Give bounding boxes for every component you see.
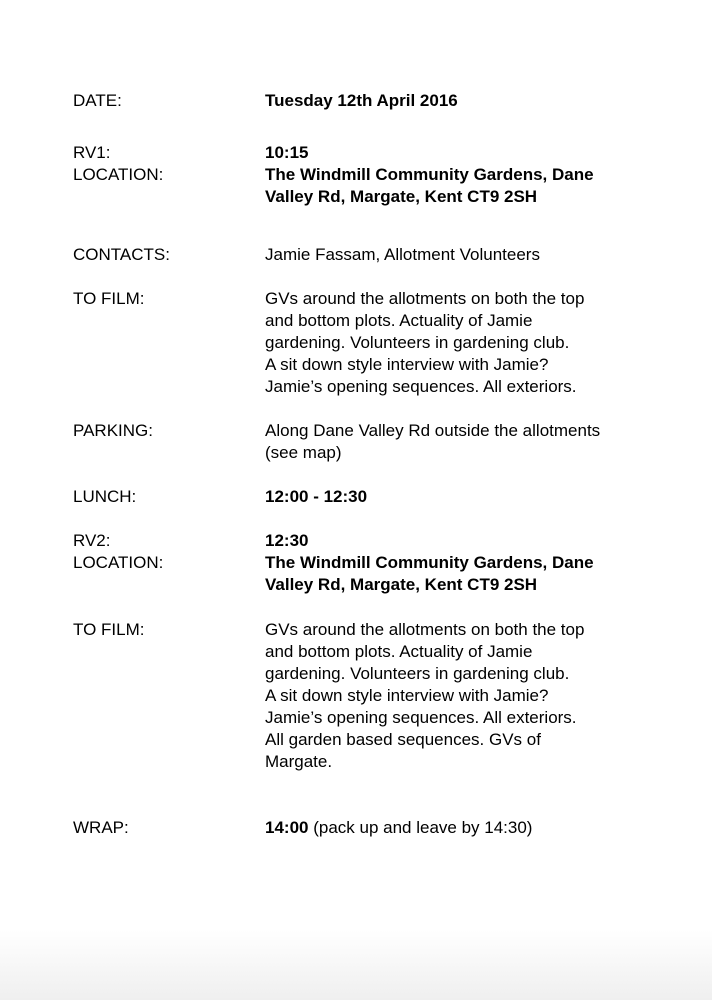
parking-label: PARKING: [73,421,153,440]
to-film-1-line: A sit down style interview with Jamie? [265,355,549,374]
rv2-location-line: Valley Rd, Margate, Kent CT9 2SH [265,575,538,594]
lunch-label: LUNCH: [73,487,137,506]
page-bottom-shadow [0,930,712,1000]
to-film-1-line: gardening. Volunteers in gardening club. [265,333,570,352]
to-film-1-line: Jamie’s opening sequences. All exteriors. [265,377,577,396]
to-film-2-line: and bottom plots. Actuality of Jamie [265,642,533,661]
parking-line: Along Dane Valley Rd outside the allotments [265,421,601,440]
to-film-2-label: TO FILM: [73,620,145,639]
to-film-1-line: GVs around the allotments on both the top [265,289,585,308]
parking-line: (see map) [265,443,342,462]
rv2-location-label: LOCATION: [73,553,164,572]
rv1-location-label: LOCATION: [73,165,164,184]
to-film-2-line: Jamie’s opening sequences. All exteriors. [265,708,577,727]
contacts-value: Jamie Fassam, Allotment Volunteers [265,245,540,264]
to-film-2-line: Margate. [265,752,333,771]
to-film-2-line: GVs around the allotments on both the top [265,620,585,639]
rv1-location-line: The Windmill Community Gardens, Dane [265,165,594,184]
rv2-location-line: The Windmill Community Gardens, Dane [265,553,594,572]
wrap-label: WRAP: [73,818,129,837]
wrap-note: (pack up and leave by 14:30) [308,818,533,837]
rv2-label: RV2: [73,531,111,550]
to-film-1-label: TO FILM: [73,289,145,308]
date-label: DATE: [73,91,122,110]
rv1-location-line: Valley Rd, Margate, Kent CT9 2SH [265,187,538,206]
wrap-value [265,817,532,839]
rv2-time: 12:30 [265,531,309,550]
date-value: Tuesday 12th April 2016 [265,91,458,110]
to-film-2-line: A sit down style interview with Jamie? [265,686,549,705]
to-film-2-line: All garden based sequences. GVs of [265,730,541,749]
lunch-value: 12:00 - 12:30 [265,487,368,506]
rv1-time: 10:15 [265,143,309,162]
wrap-time: 14:00 [265,818,309,837]
rv1-label: RV1: [73,143,111,162]
contacts-label: CONTACTS: [73,245,170,264]
to-film-1-line: and bottom plots. Actuality of Jamie [265,311,533,330]
to-film-2-line: gardening. Volunteers in gardening club. [265,664,570,683]
